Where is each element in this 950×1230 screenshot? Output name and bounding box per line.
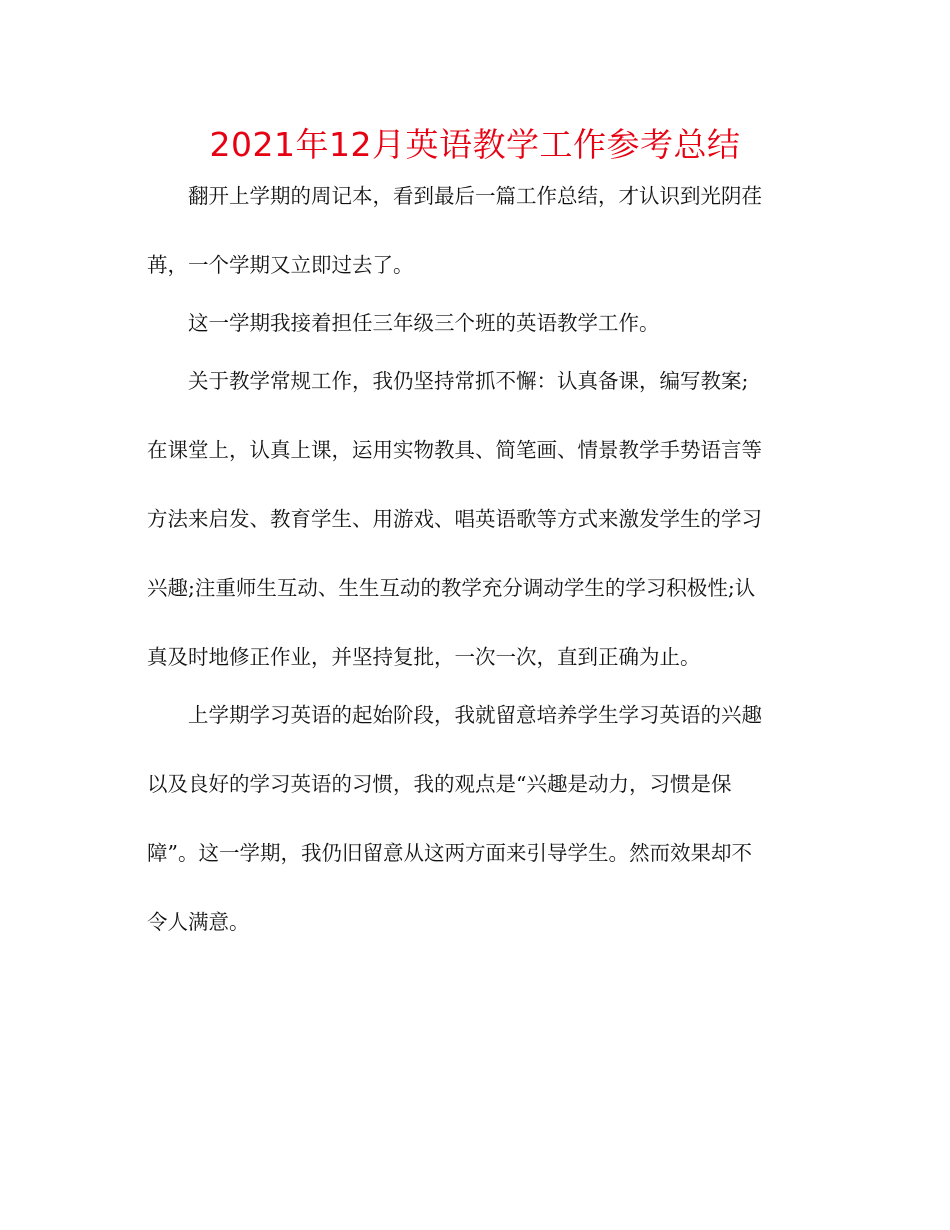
document-body bbox=[147, 162, 807, 946]
paragraph-line: 以及良好的学习英语的习惯，我的观点是“兴趣是动力，习惯是保 bbox=[147, 772, 732, 796]
paragraph-line: 上学期学习英语的起始阶段，我就留意培养学生学习英语的兴趣 bbox=[188, 703, 762, 727]
paragraph-line: 关于教学常规工作，我仍坚持常抓不懈：认真备课，编写教案; bbox=[188, 369, 749, 393]
paragraph-4 bbox=[147, 681, 807, 957]
paragraph-line: 方法来启发、教育学生、用游戏、唱英语歌等方式来激发学生的学习 bbox=[147, 507, 762, 531]
paragraph-line: 令人满意。 bbox=[147, 910, 250, 934]
paragraph-3 bbox=[147, 347, 807, 692]
paragraph-line: 在课堂上，认真上课，运用实物教具、简笔画、情景教学手势语言等 bbox=[147, 438, 762, 462]
paragraph-1 bbox=[147, 162, 807, 300]
paragraph-line: 苒，一个学期又立即过去了。 bbox=[147, 253, 414, 277]
paragraph-line: 兴趣;注重师生互动、生生互动的教学充分调动学生的学习积极性;认 bbox=[147, 576, 756, 600]
paragraph-line: 真及时地修正作业，并坚持复批，一次一次，直到正确为止。 bbox=[147, 645, 701, 669]
document-title: 2021年12月英语教学工作参考总结 bbox=[209, 125, 741, 164]
paragraph-line: 这一学期我接着担任三年级三个班的英语教学工作。 bbox=[188, 311, 660, 335]
paragraph-line: 障”。这一学期，我仍旧留意从这两方面来引导学生。然而效果却不 bbox=[147, 841, 752, 865]
paragraph-line: 翻开上学期的周记本，看到最后一篇工作总结，才认识到光阴荏 bbox=[188, 184, 762, 208]
